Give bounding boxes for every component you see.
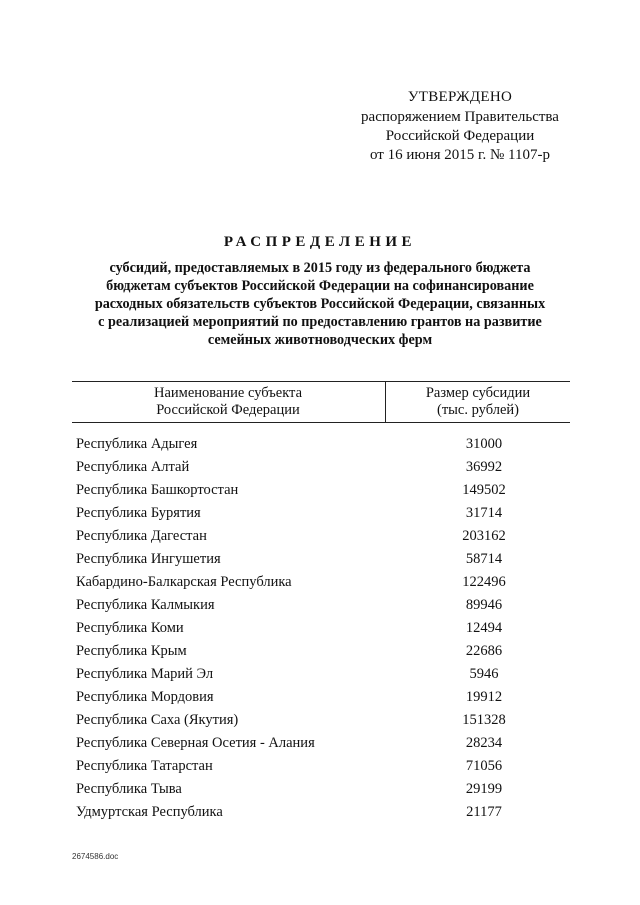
- subject-name: Республика Северная Осетия - Алания: [76, 735, 315, 751]
- table-row: [76, 594, 576, 617]
- subsidy-amount: 89946: [465, 597, 503, 613]
- subsidy-amount: 36992: [465, 459, 503, 475]
- subsidy-amount: 71056: [465, 758, 503, 774]
- subsidy-amount: 203162: [462, 528, 506, 544]
- subtitle-line: расходных обязательств субъектов Российской Федерации, связанных: [94, 296, 546, 312]
- subject-name: Республика Саха (Якутия): [76, 712, 239, 728]
- header-subsidy-amount: [386, 385, 570, 419]
- table-row: [76, 640, 576, 663]
- table-row: [76, 433, 576, 456]
- table-row: [76, 686, 576, 709]
- table-row: [76, 525, 576, 548]
- subtitle-line: бюджетам субъектов Российской Федерации на софинансирование: [106, 278, 534, 294]
- subsidy-amount: 22686: [465, 643, 503, 659]
- header-amount-line-1: Размер субсидии: [425, 385, 531, 401]
- table-row: [76, 709, 576, 732]
- subject-name: Республика Ингушетия: [76, 551, 221, 567]
- subject-name: Республика Коми: [76, 620, 184, 636]
- subtitle-line: субсидий, предоставляемых в 2015 году из федерального бюджета: [109, 260, 531, 276]
- table-row: [76, 548, 576, 571]
- subsidy-amount: 5946: [469, 666, 499, 682]
- header-subject-line-1: Наименование субъекта: [153, 385, 303, 401]
- subject-name: Республика Бурятия: [76, 505, 201, 521]
- subsidy-amount: 58714: [465, 551, 503, 567]
- subject-name: Республика Адыгея: [76, 436, 198, 452]
- header-subject-name: [72, 385, 384, 419]
- subject-name: Республика Калмыкия: [76, 597, 215, 613]
- table-row: [76, 617, 576, 640]
- subtitle-line: с реализацией мероприятий по предоставлению грантов на развитие: [98, 314, 542, 330]
- subsidy-amount: 151328: [462, 712, 506, 728]
- approval-stamp: [340, 88, 580, 165]
- header-amount-line-2: (тыс. рублей): [437, 402, 519, 418]
- subject-name: Республика Татарстан: [76, 758, 213, 774]
- subject-name: Республика Мордовия: [76, 689, 214, 705]
- subtitle-line: семейных животноводческих ферм: [207, 332, 433, 348]
- header-subject-line-2: Российской Федерации: [156, 402, 300, 418]
- approved-label: УТВЕРЖДЕНО: [407, 89, 513, 105]
- file-reference: 2674586.doc: [72, 852, 119, 861]
- approval-line-3: от 16 июня 2015 г. № 1107-р: [370, 147, 550, 163]
- subsidy-amount: 19912: [465, 689, 503, 705]
- subsidy-amount: 31714: [465, 505, 503, 521]
- subject-name: Кабардино-Балкарская Республика: [76, 574, 292, 590]
- table-row: [76, 778, 576, 801]
- document-subtitle: [60, 259, 580, 349]
- table-row: [76, 571, 576, 594]
- table-row: [76, 732, 576, 755]
- table-row: [76, 755, 576, 778]
- subject-name: Республика Башкортостан: [76, 482, 239, 498]
- subsidy-amount: 21177: [466, 804, 502, 820]
- subject-name: Республика Крым: [76, 643, 187, 659]
- table-row: [76, 801, 576, 824]
- subject-name: Республика Тыва: [76, 781, 182, 797]
- subsidy-amount: 29199: [465, 781, 503, 797]
- table-header: [72, 381, 570, 423]
- table-body: [76, 433, 576, 824]
- subsidy-amount: 28234: [465, 735, 503, 751]
- table-row: [76, 663, 576, 686]
- subsidy-amount: 12494: [465, 620, 503, 636]
- subsidy-amount: 122496: [462, 574, 506, 590]
- table-row: [76, 502, 576, 525]
- subsidy-amount: 149502: [462, 482, 506, 498]
- subject-name: Удмуртская Республика: [76, 804, 223, 820]
- table-row: [76, 479, 576, 502]
- table-row: [76, 456, 576, 479]
- approval-line-1: распоряжением Правительства: [361, 109, 559, 125]
- subject-name: Республика Марий Эл: [76, 666, 214, 682]
- approval-line-2: Российской Федерации: [385, 128, 535, 144]
- document-title: РАСПРЕДЕЛЕНИЕ: [223, 234, 417, 250]
- subsidy-amount: 31000: [465, 436, 503, 452]
- subject-name: Республика Алтай: [76, 459, 190, 475]
- subject-name: Республика Дагестан: [76, 528, 207, 544]
